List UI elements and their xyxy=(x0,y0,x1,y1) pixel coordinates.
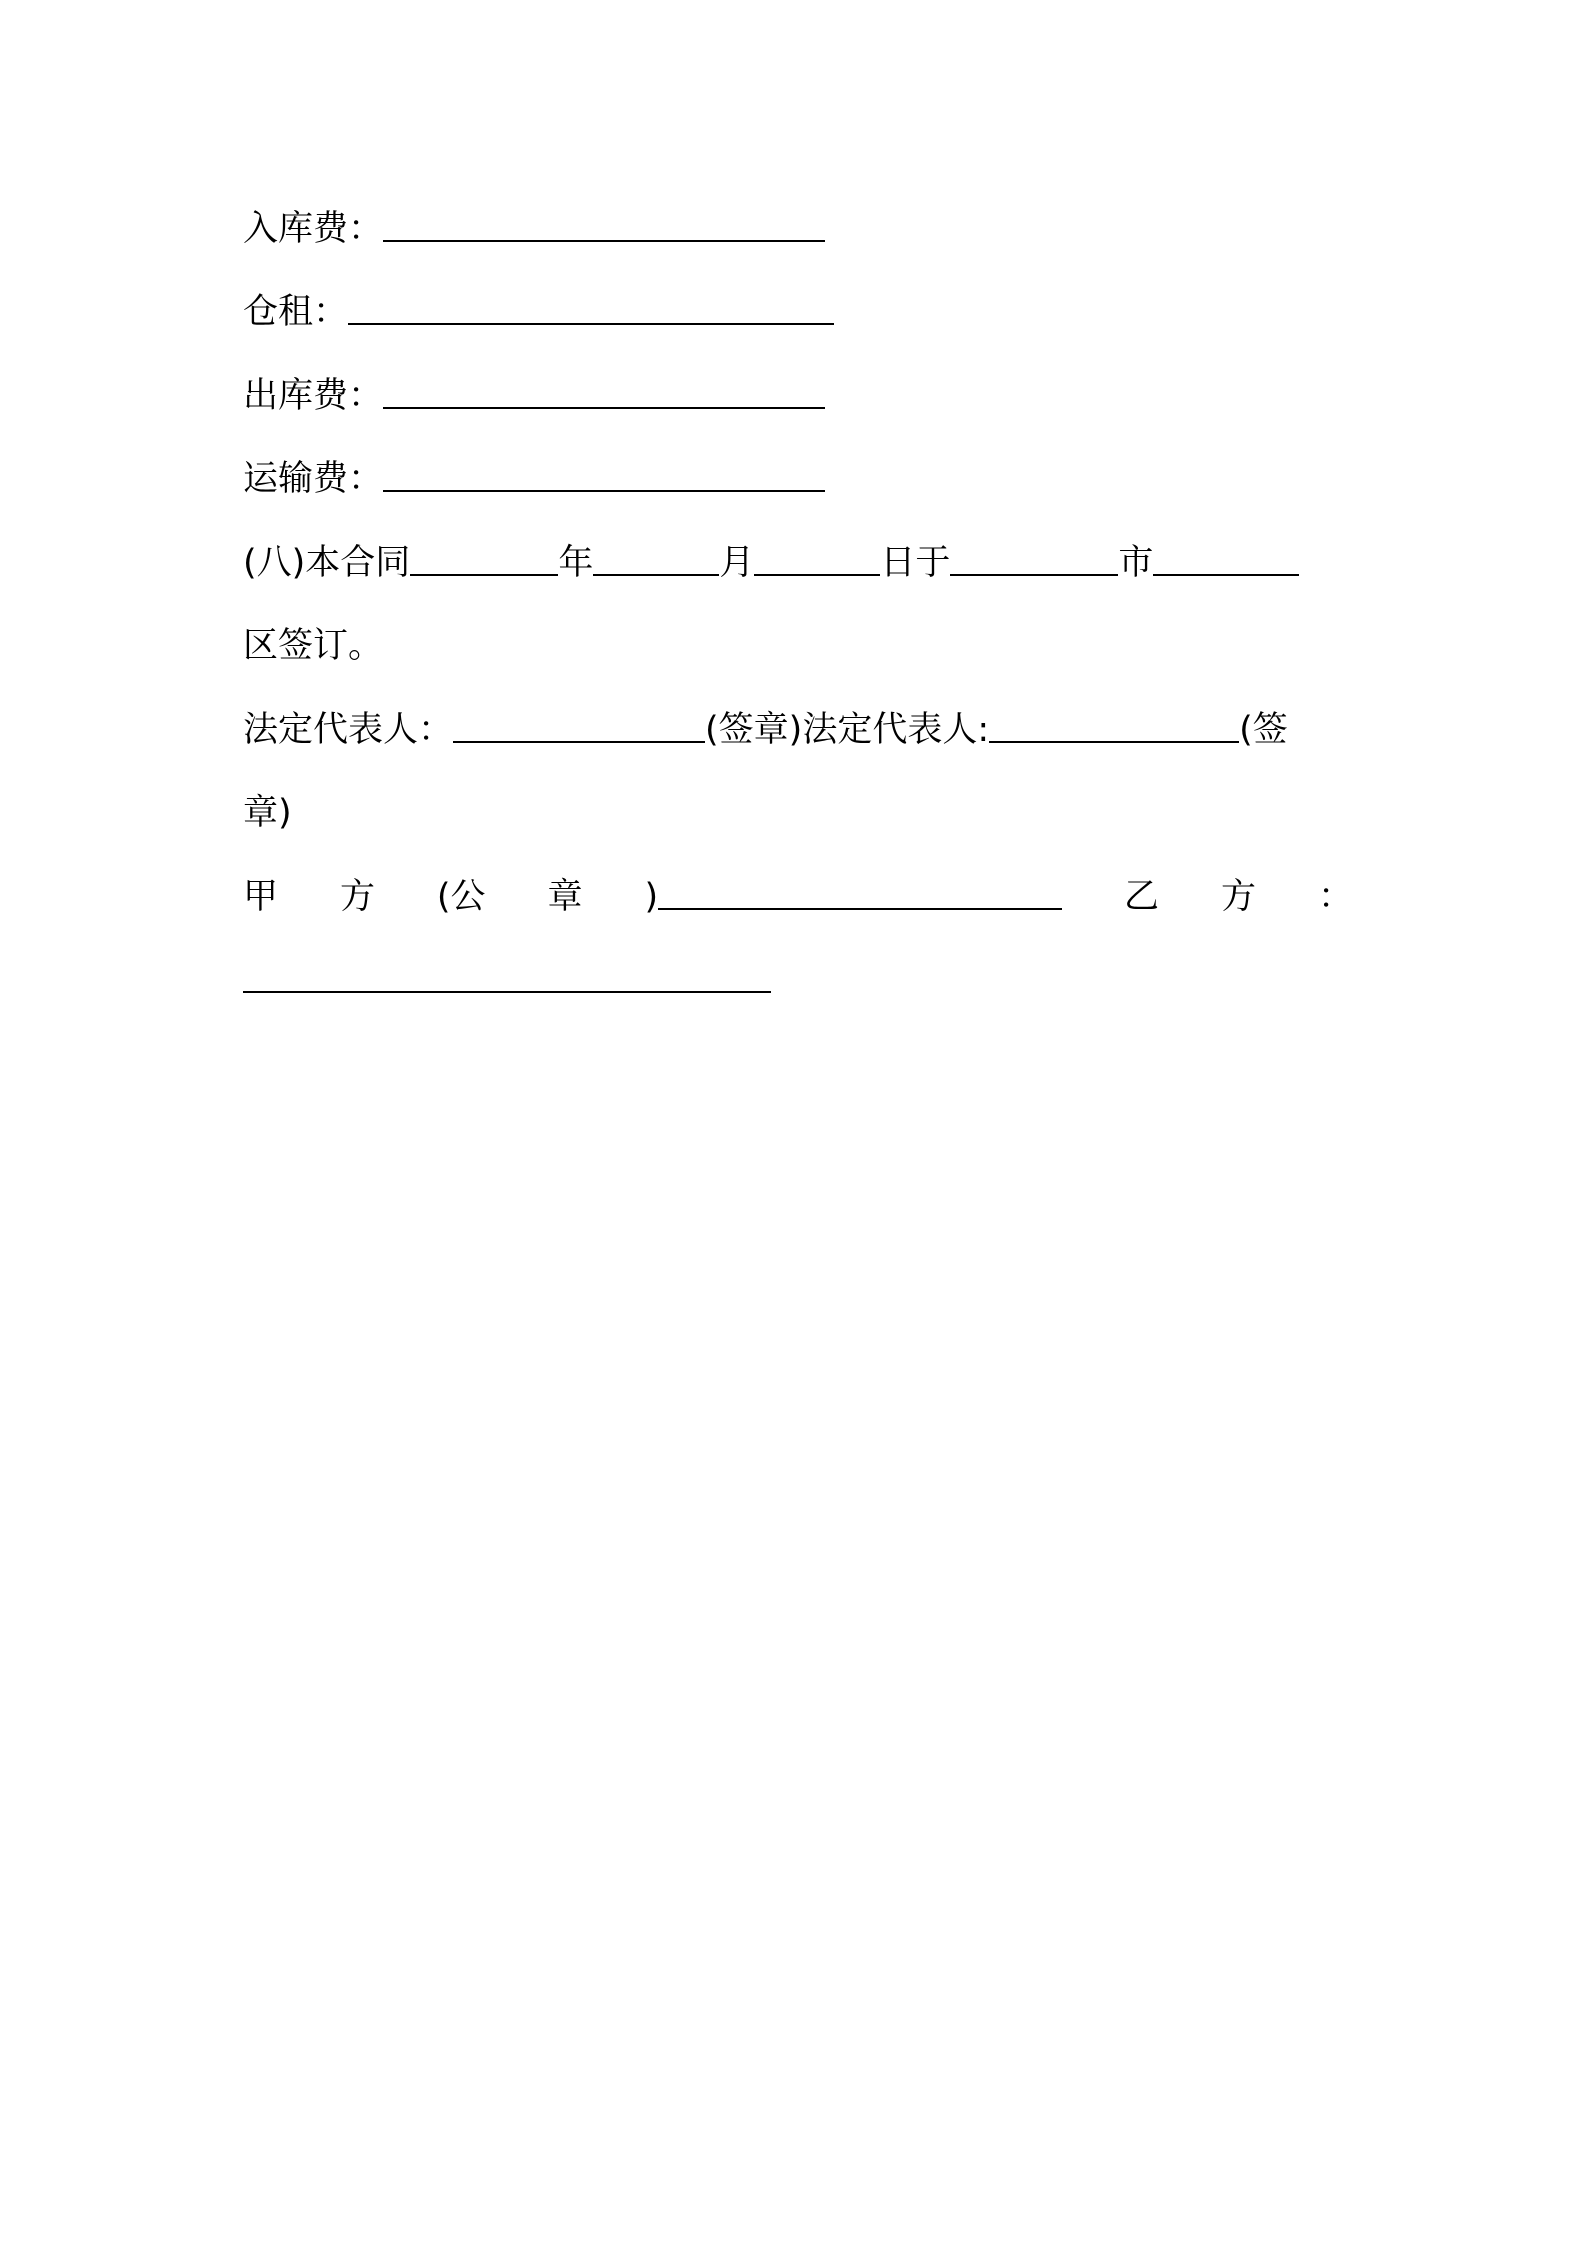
district-signed-text: 区签订。 xyxy=(243,626,384,666)
parties-line1 xyxy=(243,867,1353,927)
transport-fee-blank[interactable] xyxy=(383,487,825,492)
rent-label: 仓租： xyxy=(243,292,349,332)
party-b-colon: ： xyxy=(1317,877,1353,917)
city-blank[interactable] xyxy=(950,571,1118,576)
rep-b-blank[interactable] xyxy=(989,738,1239,743)
party-a-seal-group xyxy=(644,867,1062,927)
month-blank[interactable] xyxy=(593,571,719,576)
clause8-line2 xyxy=(243,616,383,676)
legal-rep-line2 xyxy=(243,783,292,843)
party-b-char1: 乙 xyxy=(1124,877,1160,917)
month-label: 月 xyxy=(719,543,755,583)
transport-fee-line xyxy=(243,449,825,509)
party-a-char5: ) xyxy=(644,877,659,917)
outbound-fee-blank[interactable] xyxy=(383,404,825,409)
party-b-char2: 方 xyxy=(1221,877,1257,917)
rep-label-a: 法定代表人： xyxy=(243,710,454,750)
district-blank[interactable] xyxy=(1153,571,1299,576)
party-a-char2: 方 xyxy=(339,877,375,917)
parties-row xyxy=(243,867,1353,927)
seal-a-text: (签章) xyxy=(705,710,803,750)
rent-blank[interactable] xyxy=(348,320,834,325)
parties-line2 xyxy=(243,950,771,1010)
clause8-prefix: (八)本合同 xyxy=(243,543,411,583)
rent-line xyxy=(243,282,834,342)
party-b-blank[interactable] xyxy=(243,988,771,993)
inbound-fee-line xyxy=(243,199,825,259)
inbound-fee-label: 入库费： xyxy=(243,209,384,249)
party-a-seal-blank[interactable] xyxy=(658,905,1062,910)
year-label: 年 xyxy=(558,543,594,583)
legal-rep-line1 xyxy=(243,700,1288,760)
seal-b-open-text: (签 xyxy=(1239,710,1288,750)
transport-fee-label: 运输费： xyxy=(243,459,384,499)
day-at-label: 日于 xyxy=(880,543,951,583)
outbound-fee-label: 出库费： xyxy=(243,376,384,416)
city-label: 市 xyxy=(1118,543,1154,583)
year-blank[interactable] xyxy=(410,571,558,576)
day-blank[interactable] xyxy=(754,571,880,576)
party-a-char4: 章 xyxy=(547,877,583,917)
party-a-char1: 甲 xyxy=(243,877,279,917)
seal-b-close-text: 章) xyxy=(243,793,292,833)
outbound-fee-line xyxy=(243,366,825,426)
rep-a-blank[interactable] xyxy=(453,738,705,743)
clause8-line1 xyxy=(243,533,1299,593)
inbound-fee-blank[interactable] xyxy=(383,237,825,242)
rep-label-b: 法定代表人: xyxy=(802,710,990,750)
party-a-char3: (公 xyxy=(436,877,486,917)
